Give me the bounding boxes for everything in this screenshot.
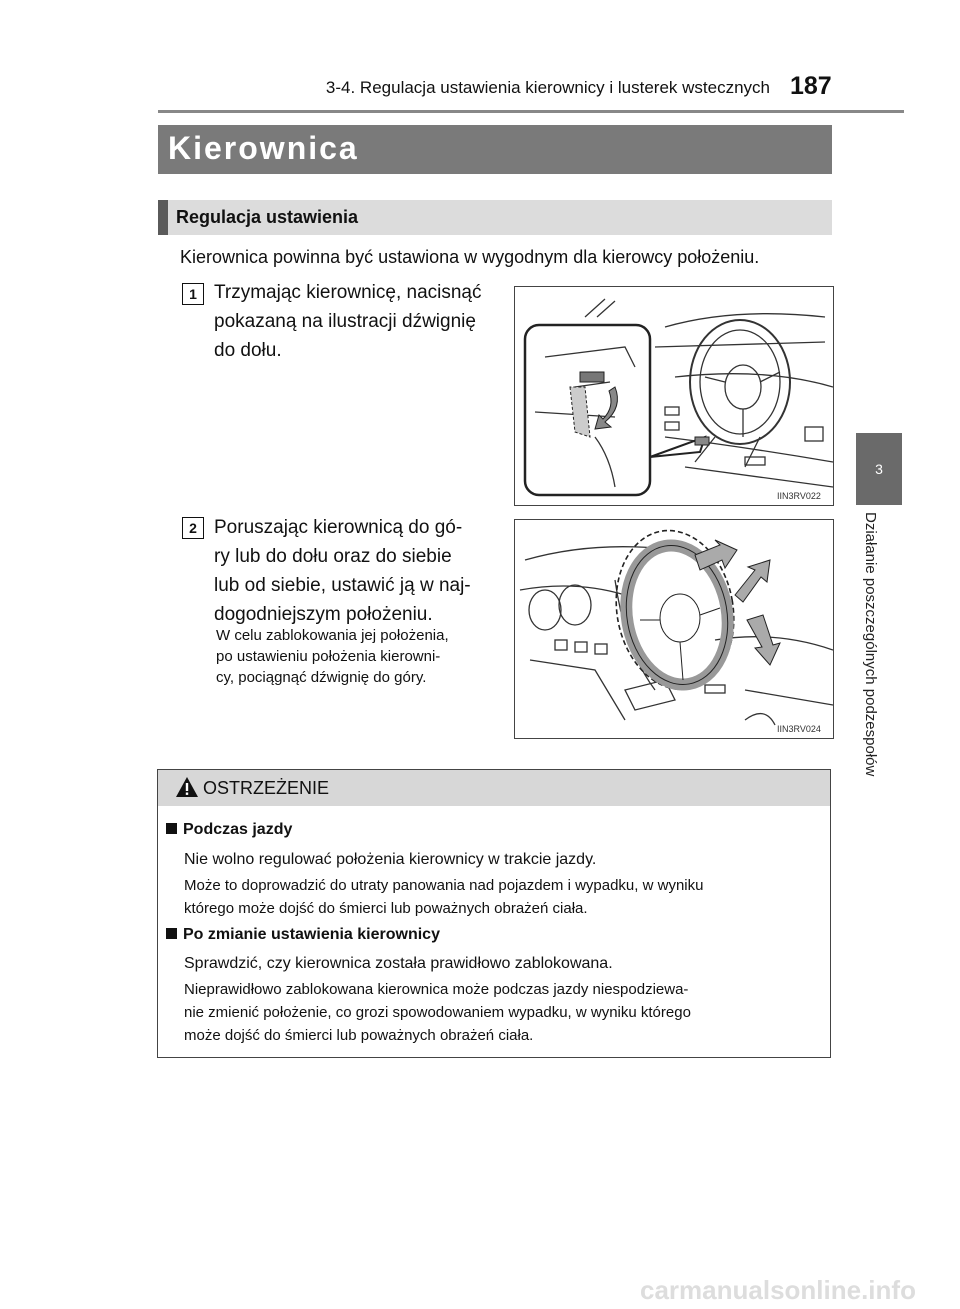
text-line: Może to doprowadzić do utraty panowania nad pojazdem i wypadku, w wyniku: [184, 877, 704, 894]
section-title: 3-4. Regulacja ustawienia kierownicy i lusterek wstecznych: [325, 78, 770, 97]
text-line: dogodniejszym położeniu.: [214, 604, 433, 625]
intro-text: Kierownica powinna być ustawiona w wygodnym dla kierowcy położeniu.: [180, 247, 760, 267]
heading-text: Podczas jazdy: [183, 821, 293, 838]
step-number: 1: [182, 283, 204, 305]
step-2-text: [214, 513, 492, 629]
illustration-steering-adjust: [514, 519, 834, 739]
text-line: Trzymając kierownicę, nacisnąć: [214, 282, 482, 303]
subsection-title: Regulacja ustawienia: [176, 207, 359, 227]
page-title: Kierownica: [168, 130, 359, 166]
text-line: W celu zablokowania jej położenia,: [216, 627, 449, 644]
text-line: lub od siebie, ustawić ją w naj-: [214, 575, 471, 596]
header-rule: [158, 110, 904, 113]
text-line: którego może dojść do śmierci lub poważnych obrażeń ciała.: [184, 900, 588, 917]
warning-item-text: Nie wolno regulować położenia kierownicy w trakcie jazdy.: [184, 851, 597, 868]
warning-item-text: Sprawdzić, czy kierownica została prawidłowo zablokowana.: [184, 955, 613, 972]
image-code: IIN3RV024: [777, 724, 821, 734]
illustration-steering-lever: [514, 286, 834, 506]
text-line: nie zmienić położenie, co grozi spowodowaniem wypadku, w wyniku którego: [184, 1004, 691, 1021]
square-bullet-icon: [166, 823, 177, 834]
warning-item-details: [184, 978, 691, 1047]
wheel-drawing: [515, 520, 833, 738]
heading-text: Po zmianie ustawienia kierownicy: [183, 926, 440, 943]
chapter-tab: 3: [856, 433, 902, 505]
warning-item-details: [184, 874, 703, 920]
warning-icon: [175, 776, 199, 798]
image-code: IIN3RV022: [777, 491, 821, 501]
step-1-text: [214, 278, 482, 365]
lever-drawing: [515, 287, 833, 505]
chapter-label: Działanie poszczególnych podzespołów: [862, 512, 879, 777]
warning-item-heading: [166, 821, 292, 839]
text-line: Poruszając kierownicą do gó-: [214, 517, 463, 538]
step-2-note: [216, 625, 492, 688]
step-number: 2: [182, 517, 204, 539]
square-bullet-icon: [166, 928, 177, 939]
text-line: może dojść do śmierci lub poważnych obrażeń ciała.: [184, 1027, 534, 1044]
warning-title: OSTRZEŻENIE: [203, 778, 330, 798]
text-line: pokazaną na ilustracji dźwignię: [214, 311, 476, 332]
warning-item-heading: [166, 926, 440, 944]
page-number: 187: [790, 72, 832, 100]
text-line: cy, pociągnąć dźwignię do góry.: [216, 669, 427, 686]
watermark: carmanualsonline.info: [640, 1275, 916, 1305]
text-line: po ustawieniu położenia kierowni-: [216, 648, 441, 665]
text-line: Nieprawidłowo zablokowana kierownica może podczas jazdy niespodziewa-: [184, 981, 689, 998]
text-line: do dołu.: [214, 340, 282, 361]
text-line: ry lub do dołu oraz do siebie: [214, 546, 452, 567]
